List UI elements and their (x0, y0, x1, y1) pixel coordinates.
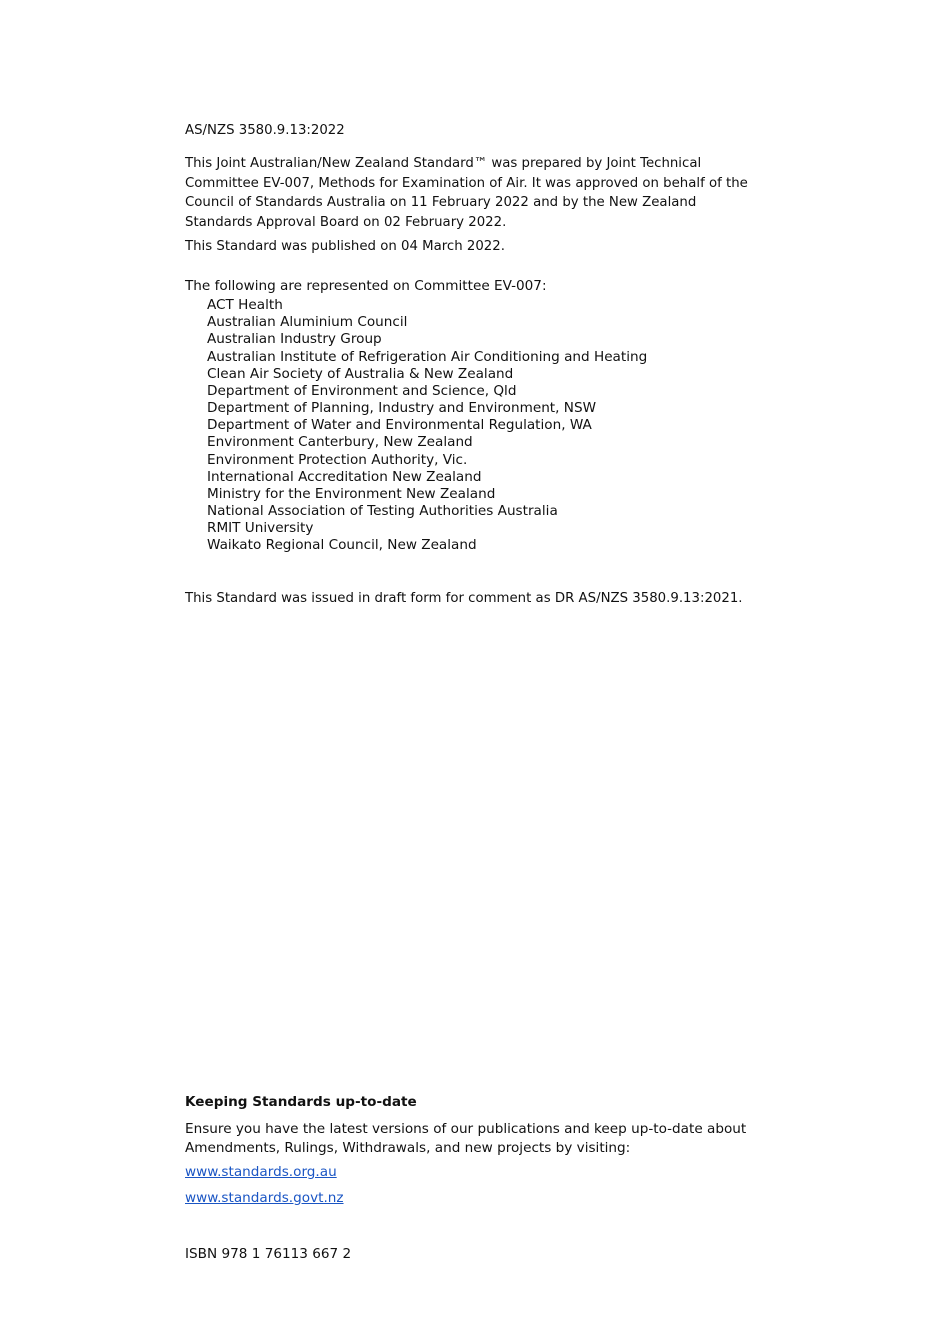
published-date-note: This Standard was published on 04 March 2022. (185, 239, 505, 254)
committee-member: Waikato Regional Council, New Zealand (207, 537, 477, 554)
committee-member: Department of Planning, Industry and Environment, NSW (207, 400, 597, 417)
committee-member: ACT Health (207, 297, 283, 314)
committee-member: Australian Institute of Refrigeration Air Conditioning and Heating (207, 348, 648, 365)
committee-member: Australian Industry Group (207, 331, 382, 348)
keeping-up-to-date-heading: Keeping Standards up-to-date (185, 1094, 417, 1110)
committee-member: Department of Environment and Science, Qld (207, 382, 517, 399)
committee-member-list (207, 297, 647, 554)
keeping-up-to-date-text: Ensure you have the latest versions of our publications and keep up-to-date about Amendments, Rulings, Withdrawals, and new projects by visiting: (185, 1121, 747, 1156)
committee-heading: The following are represented on Committee EV-007: (185, 278, 547, 294)
committee-member: RMIT University (207, 520, 314, 537)
document-page (185, 0, 765, 1344)
standards-nz-link[interactable]: www.standards.govt.nz (185, 1190, 344, 1206)
standard-code: AS/NZS 3580.9.13:2022 (185, 123, 345, 138)
intro-paragraph: This Joint Australian/New Zealand Standard™ was prepared by Joint Technical Committee EV-007, Methods for Examination of Air. It was approved on behalf of the Council of Standards Australia on 11 February 2022 and by the New Zealand Standards Approval Board on 02 February 2022. (185, 156, 748, 230)
committee-member: Environment Canterbury, New Zealand (207, 434, 473, 451)
committee-member: International Accreditation New Zealand (207, 468, 482, 485)
isbn: ISBN 978 1 76113 667 2 (185, 1246, 352, 1262)
committee-member: National Association of Testing Authorities Australia (207, 503, 558, 520)
standards-au-link[interactable]: www.standards.org.au (185, 1164, 337, 1180)
draft-note: This Standard was issued in draft form for comment as DR AS/NZS 3580.9.13:2021. (185, 591, 743, 606)
committee-member: Department of Water and Environmental Regulation, WA (207, 417, 592, 434)
committee-member: Environment Protection Authority, Vic. (207, 451, 468, 468)
committee-member: Australian Aluminium Council (207, 314, 408, 331)
committee-section (185, 278, 647, 555)
committee-member: Clean Air Society of Australia & New Zealand (207, 365, 514, 382)
committee-member: Ministry for the Environment New Zealand (207, 485, 496, 502)
